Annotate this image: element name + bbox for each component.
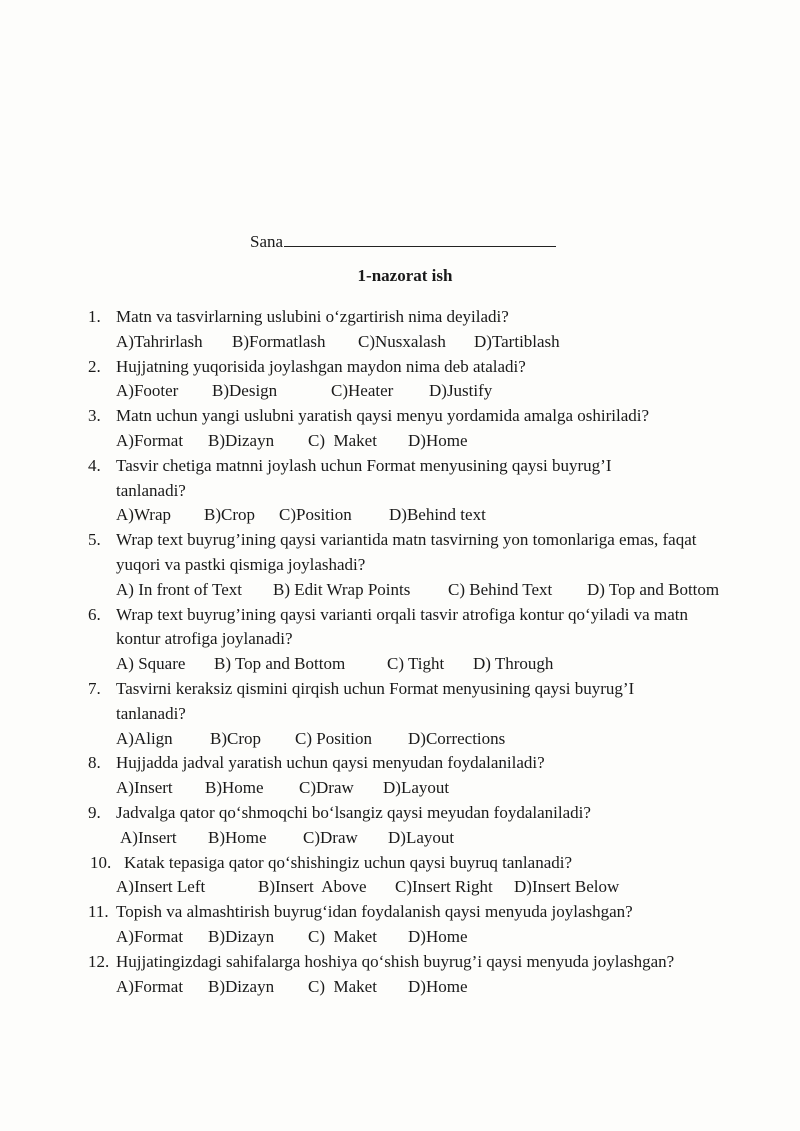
option-c: C) Tight xyxy=(387,654,445,674)
option-c: C) Behind Text xyxy=(448,579,553,599)
question-text: Topish va almashtirish buyrug‘idan foydalanish qaysi menyuda joylashgan? xyxy=(116,902,633,922)
option-c: C) Maket xyxy=(308,430,377,450)
option-b: B)Crop xyxy=(210,728,261,748)
option-b: B) Edit Wrap Points xyxy=(273,579,411,599)
answer-options xyxy=(116,578,778,603)
answer-options xyxy=(116,776,778,801)
date-line xyxy=(250,229,556,252)
option-d: D)Home xyxy=(408,976,468,996)
question-text: Tasvirni keraksiz qismini qirqish uchun Format menyusining qaysi buyrug’I tanlanadi? xyxy=(116,678,635,723)
option-d: D)Layout xyxy=(383,778,450,798)
option-a: A) Square xyxy=(116,654,186,674)
question-1 xyxy=(88,305,778,355)
question-9 xyxy=(88,801,778,851)
option-a: A) In front of Text xyxy=(116,579,242,599)
answer-options xyxy=(116,379,778,404)
question-3 xyxy=(88,404,778,454)
option-c: C)Position xyxy=(279,505,352,525)
option-c: C) Maket xyxy=(308,976,377,996)
question-text: Wrap text buyrug’ining qaysi varianti orqali tasvir atrofiga kontur qo‘yiladi va matn kontur atrofiga joylanadi? xyxy=(116,604,688,649)
answer-options xyxy=(116,503,778,528)
option-c: C)Insert Right xyxy=(395,877,493,897)
question-number: 12. xyxy=(88,951,110,971)
question-7 xyxy=(88,677,778,751)
option-d: D)Justify xyxy=(429,381,493,401)
option-d: D)Corrections xyxy=(408,728,506,748)
question-text: Matn va tasvirlarning uslubini o‘zgartirish nima deyiladi? xyxy=(116,307,509,326)
option-b: B)Crop xyxy=(204,505,255,525)
option-b: B)Home xyxy=(205,778,264,798)
question-text: Tasvir chetiga matnni joylash uchun Format menyusining qaysi buyrug’I tanlanadi? xyxy=(116,455,612,500)
question-number: 4. xyxy=(88,455,101,475)
option-b: B)Dizayn xyxy=(208,926,275,946)
question-number: 10. xyxy=(90,852,112,872)
option-c: C) Position xyxy=(295,728,372,748)
answer-options xyxy=(116,925,778,950)
question-number: 6. xyxy=(88,604,101,624)
option-d: D)Layout xyxy=(388,827,455,847)
option-b: B)Dizayn xyxy=(208,976,275,996)
option-b: B) Top and Bottom xyxy=(214,654,346,674)
question-6 xyxy=(88,603,778,677)
option-a: A)Footer xyxy=(116,381,179,401)
question-number: 9. xyxy=(88,802,101,822)
option-d: D)Home xyxy=(408,430,468,450)
answer-options xyxy=(116,875,778,900)
question-number: 5. xyxy=(88,530,101,550)
question-10 xyxy=(88,851,778,901)
question-2 xyxy=(88,355,778,405)
answer-options xyxy=(116,975,778,1000)
option-a: A)Wrap xyxy=(116,505,172,525)
question-4 xyxy=(88,454,778,528)
question-text: Jadvalga qator qo‘shmoqchi bo‘lsangiz qaysi meyudan foydalaniladi? xyxy=(116,802,591,822)
question-number: 8. xyxy=(88,753,101,773)
question-text: Wrap text buyrug’ining qaysi variantida matn tasvirning yon tomonlariga emas, faqat yuqori va pastki qismiga joylashadi? xyxy=(116,530,697,574)
question-number: 11. xyxy=(88,902,109,922)
page-title: 1-nazorat ish xyxy=(357,266,453,285)
option-d: D)Home xyxy=(408,926,468,946)
option-c: C)Heater xyxy=(331,381,394,401)
option-d: D)Behind text xyxy=(389,505,486,525)
option-a: A)Format xyxy=(116,430,184,450)
date-blank-line xyxy=(284,229,556,247)
option-a: A)Insert Left xyxy=(116,877,206,897)
option-b: B)Design xyxy=(212,381,278,401)
answer-options xyxy=(116,429,778,454)
date-label: Sana xyxy=(250,232,284,251)
option-b: B)Dizayn xyxy=(208,430,275,450)
question-8 xyxy=(88,751,778,801)
answer-options xyxy=(116,727,778,752)
option-c: C)Draw xyxy=(303,827,358,847)
answer-options xyxy=(116,826,778,851)
option-c: C) Maket xyxy=(308,926,377,946)
question-text: Hujjatingizdagi sahifalarga hoshiya qo‘shish buyrug’i qaysi menyuda joylashgan? xyxy=(116,951,675,971)
question-number: 1. xyxy=(88,307,101,326)
answer-options xyxy=(116,330,778,355)
question-list xyxy=(88,305,778,999)
question-text: Matn uchun yangi uslubni yaratish qaysi menyu yordamida amalga oshiriladi? xyxy=(116,406,650,426)
option-a: A)Insert xyxy=(116,778,173,798)
question-11 xyxy=(88,900,778,950)
option-d: D)Insert Below xyxy=(514,877,620,897)
option-d: D) Top and Bottom xyxy=(587,579,720,599)
question-5 xyxy=(88,528,778,602)
option-b: B)Insert Above xyxy=(258,877,367,897)
question-text: Hujjadda jadval yaratish uchun qaysi menyudan foydalaniladi? xyxy=(116,753,545,773)
option-a: A)Format xyxy=(116,976,184,996)
question-number: 3. xyxy=(88,406,101,426)
option-b: B)Home xyxy=(208,827,267,847)
answer-options xyxy=(116,652,778,677)
option-b: B)Formatlash xyxy=(232,331,326,351)
option-c: C)Draw xyxy=(299,778,354,798)
question-number: 7. xyxy=(88,678,101,698)
question-text: Katak tepasiga qator qo‘shishingiz uchun qaysi buyruq tanlanadi? xyxy=(124,852,573,872)
question-12 xyxy=(88,950,778,1000)
question-number: 2. xyxy=(88,356,101,376)
option-a: A)Format xyxy=(116,926,184,946)
option-c: C)Nusxalash xyxy=(358,331,446,351)
option-a: A)Tahrirlash xyxy=(116,331,203,351)
question-text: Hujjatning yuqorisida joylashgan maydon nima deb ataladi? xyxy=(116,356,526,376)
option-a: A)Insert xyxy=(120,827,177,847)
option-a: A)Align xyxy=(116,728,173,748)
option-d: D) Through xyxy=(473,654,554,674)
option-d: D)Tartiblash xyxy=(474,331,560,351)
